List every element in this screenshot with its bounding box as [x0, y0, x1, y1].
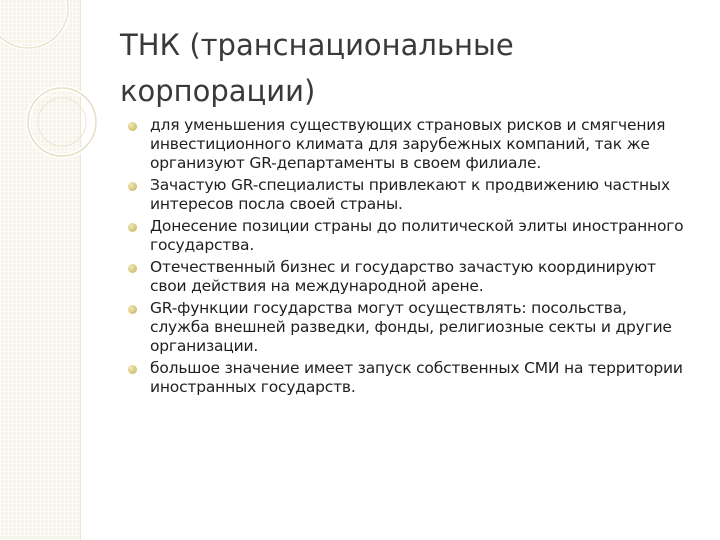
circle-bullet-icon	[128, 264, 137, 273]
list-item	[128, 116, 688, 173]
bullet-list	[128, 116, 688, 397]
list-item	[128, 299, 688, 356]
circle-bullet-icon	[128, 305, 137, 314]
bullet-text: Отечественный бизнес и государство зачастую координируют свои действия на международной арене.	[150, 258, 656, 295]
slide-title: ТНК (транснациональные корпорации)	[120, 28, 514, 108]
bullet-text: GR-функции государства могут осуществлять: посольства, служба внешней разведки, фонды, религиозные секты и другие организации.	[150, 299, 672, 355]
circle-bullet-icon	[128, 365, 137, 374]
list-item	[128, 217, 688, 255]
list-item	[128, 176, 688, 214]
bullet-text: для уменьшения существующих страновых рисков и смягчения инвестиционного климата для зарубежных компаний, так же организуют GR-департаменты в своем филиале.	[150, 116, 666, 172]
list-item	[128, 359, 688, 397]
circle-bullet-icon	[128, 182, 137, 191]
circle-bullet-icon	[128, 122, 137, 131]
circle-bullet-icon	[128, 223, 137, 232]
list-item	[128, 258, 688, 296]
bullet-text: Зачастую GR-специалисты привлекают к продвижению частных интересов посла своей страны.	[150, 176, 670, 213]
bullet-text: большое значение имеет запуск собственных СМИ на территории иностранных государств.	[150, 359, 683, 396]
bullet-text: Донесение позиции страны до политической элиты иностранного государства.	[150, 217, 684, 254]
